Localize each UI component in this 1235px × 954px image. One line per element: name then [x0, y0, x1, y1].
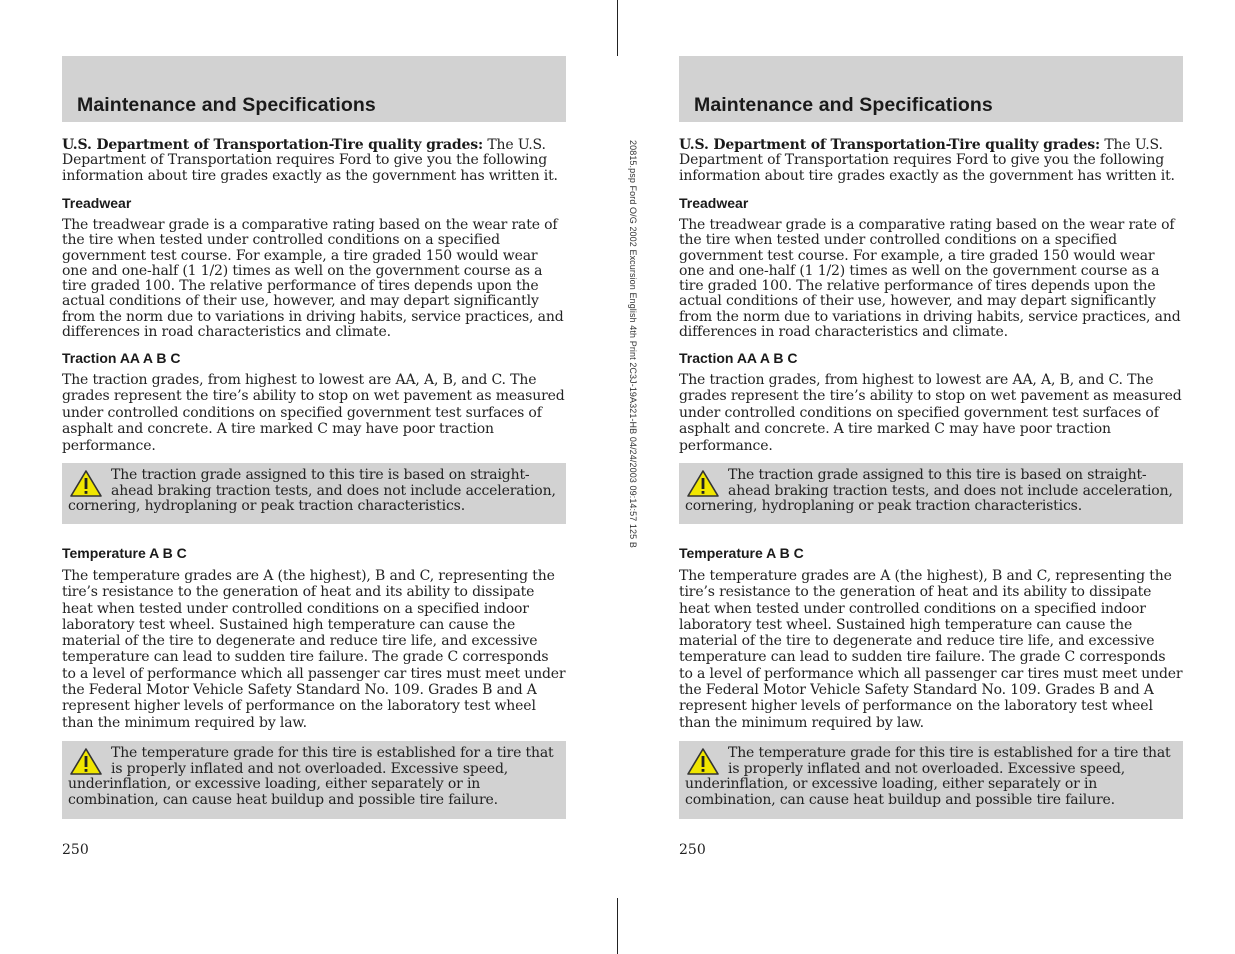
section-header: [679, 56, 1183, 122]
gutter-line-top: [617, 0, 618, 56]
right-page: [679, 0, 1183, 954]
section-header: [62, 56, 566, 122]
warning-triangle-icon: [68, 746, 104, 777]
traction-warning-box: [679, 463, 1183, 524]
page-number: 250: [679, 842, 706, 858]
intro-paragraph: [679, 138, 1183, 184]
intro-lead: U.S. Department of Transportation-Tire quality grades:: [62, 137, 484, 153]
temperature-text: The temperature grades are A (the highest), B and C, representing the tire’s resistance to the generation of heat and its ability to dissipate heat when tested under controlled conditions on a specified indoor laboratory test wheel. Sustained high temperature can cause the material of the tire to degenerate and reduce tire life, and excessive temperature can lead to sudden tire failure. The grade C corresponds to a level of performance which all passenger car tires must meet under the Federal Motor Vehicle Safety Standard No. 109. Grades B and A represent higher levels of performance on the laboratory test wheel than the minimum required by law.: [679, 568, 1183, 731]
temperature-warning-box: [679, 741, 1183, 819]
intro-text: The U.S. Department of Transportation requires Ford to give you the following information about tire grades exactly as the government has written it.: [62, 137, 558, 184]
traction-warning-text: The traction grade assigned to this tire is based on straight-ahead braking traction tests, and does not include acceleration, cornering, hydroplaning or peak traction characteristics.: [685, 467, 1173, 514]
intro-paragraph: [62, 138, 566, 184]
temperature-text: The temperature grades are A (the highest), B and C, representing the tire’s resistance to the generation of heat and its ability to dissipate heat when tested under controlled conditions on a specified indoor laboratory test wheel. Sustained high temperature can cause the material of the tire to degenerate and reduce tire life, and excessive temperature can lead to sudden tire failure. The grade C corresponds to a level of performance which all passenger car tires must meet under the Federal Motor Vehicle Safety Standard No. 109. Grades B and A represent higher levels of performance on the laboratory test wheel than the minimum required by law.: [62, 568, 566, 731]
traction-heading: Traction AA A B C: [679, 350, 798, 366]
section-title: Maintenance and Specifications: [77, 94, 376, 116]
intro-text: The U.S. Department of Transportation requires Ford to give you the following information about tire grades exactly as the government has written it.: [679, 137, 1175, 184]
treadwear-heading: Treadwear: [62, 195, 132, 211]
treadwear-text: The treadwear grade is a comparative rating based on the wear rate of the tire when tested under controlled conditions on a specified government test course. For example, a tire graded 150 would wear one and one-half (1 1/2) times as well on the government course as a tire graded 100. The relative performance of tires depends upon the actual conditions of their use, however, and may depart significantly from the norm due to variations in driving habits, service practices, and differences in road characteristics and climate.: [679, 217, 1181, 341]
traction-warning-text: The traction grade assigned to this tire is based on straight-ahead braking traction tests, and does not include acceleration, cornering, hydroplaning or peak traction characteristics.: [68, 467, 556, 514]
warning-triangle-icon: [685, 746, 721, 777]
page-number: 250: [62, 842, 89, 858]
intro-lead: U.S. Department of Transportation-Tire quality grades:: [679, 137, 1101, 153]
temperature-heading: Temperature A B C: [62, 545, 187, 561]
temperature-heading: Temperature A B C: [679, 545, 804, 561]
treadwear-text: The treadwear grade is a comparative rating based on the wear rate of the tire when tested under controlled conditions on a specified government test course. For example, a tire graded 150 would wear one and one-half (1 1/2) times as well on the government course as a tire graded 100. The relative performance of tires depends upon the actual conditions of their use, however, and may depart significantly from the norm due to variations in driving habits, service practices, and differences in road characteristics and climate.: [62, 217, 564, 341]
warning-triangle-icon: [68, 468, 104, 499]
treadwear-heading: Treadwear: [679, 195, 749, 211]
temperature-warning-text: The temperature grade for this tire is established for a tire that is properly inflated and not overloaded. Excessive speed, underinflation, or excessive loading, either separately or in combination, can cause heat buildup and possible tire failure.: [68, 745, 554, 808]
temperature-warning-box: [62, 741, 566, 819]
left-page: [62, 0, 566, 954]
temperature-warning-text: The temperature grade for this tire is established for a tire that is properly inflated and not overloaded. Excessive speed, underinflation, or excessive loading, either separately or in combination, can cause heat buildup and possible tire failure.: [685, 745, 1171, 808]
traction-text: The traction grades, from highest to lowest are AA, A, B, and C. The grades represent the tire’s ability to stop on wet pavement as measured under controlled conditions on specified government test surfaces of asphalt and concrete. A tire marked C may have poor traction performance.: [62, 372, 565, 454]
section-title: Maintenance and Specifications: [694, 94, 993, 116]
traction-warning-box: [62, 463, 566, 524]
traction-heading: Traction AA A B C: [62, 350, 181, 366]
print-slug: 20815.psp Ford O/G 2002 Excursion English 4th Print 2C3J-19A321-HB 04/24/2003 09:14:57 125 B: [628, 140, 638, 548]
traction-text: The traction grades, from highest to lowest are AA, A, B, and C. The grades represent the tire’s ability to stop on wet pavement as measured under controlled conditions on specified government test surfaces of asphalt and concrete. A tire marked C may have poor traction performance.: [679, 372, 1182, 454]
gutter-line-bottom: [617, 898, 618, 954]
warning-triangle-icon: [685, 468, 721, 499]
